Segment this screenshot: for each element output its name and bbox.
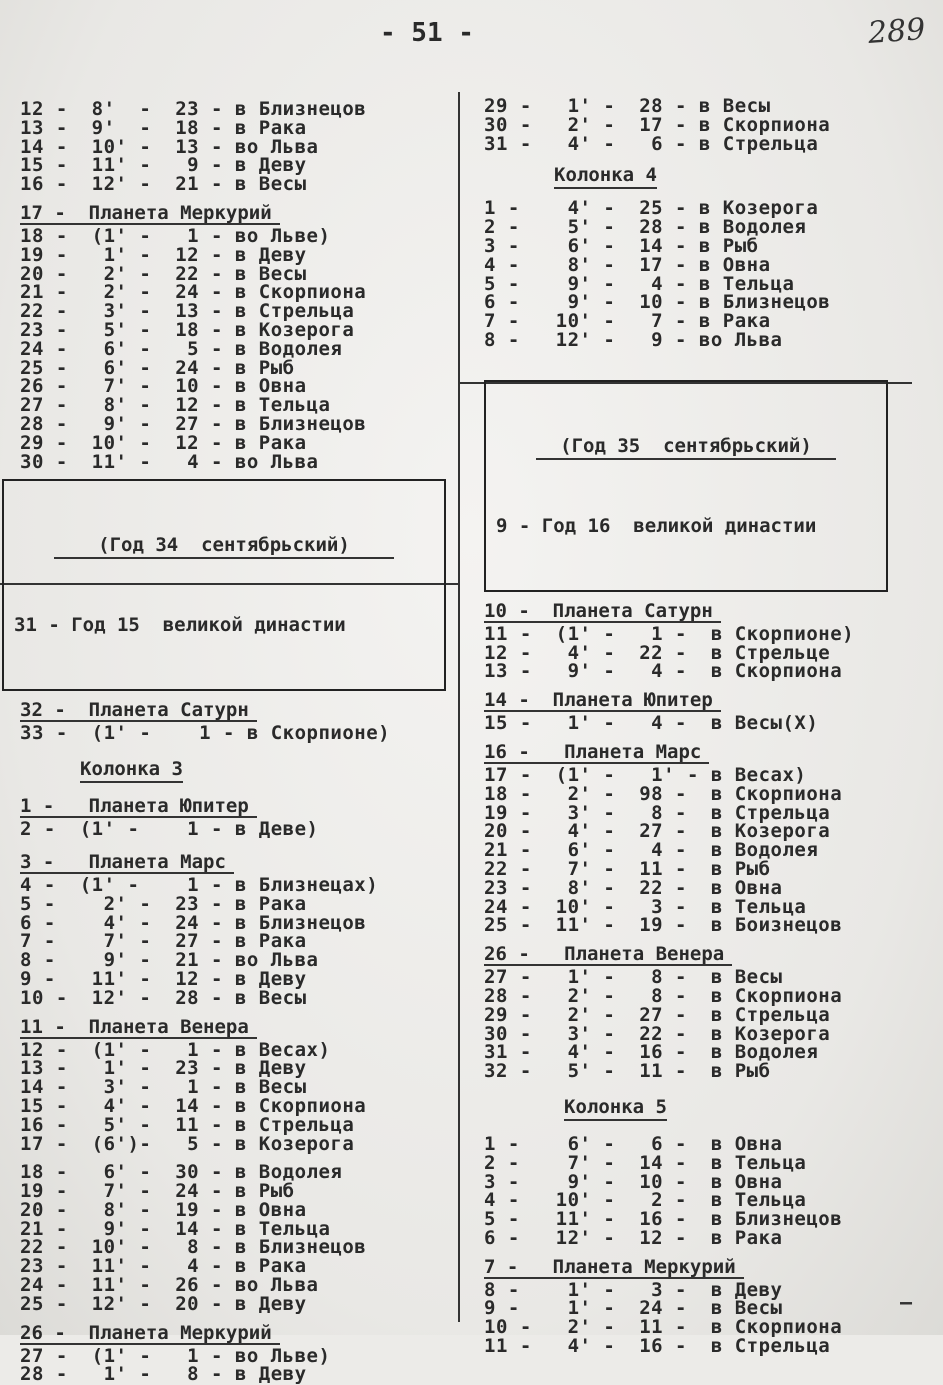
section-header: 26 - Планета Венера [484, 945, 732, 966]
list-item: 11 - 4' - 16 - в Стрельца [484, 1335, 831, 1358]
list-item: 4 - 8' - 17 - в Овна [484, 253, 771, 276]
list-item: 24 - 10' - 3 - в Тельца [484, 895, 807, 918]
list-item: 9 - 11' - 12 - в Деву [20, 967, 307, 990]
page-number: - 51 - [380, 18, 474, 48]
section-header: 11 - Планета Венера [20, 1018, 257, 1039]
list-item: 30 - 2' - 17 - в Скорпиона [484, 113, 831, 136]
list-item: 20 - 4' - 27 - в Козерога [484, 820, 831, 843]
list-item: 12 - 4' - 22 - в Стрельце [484, 641, 831, 664]
list-item: 5 - 11' - 16 - в Близнецов [484, 1208, 843, 1231]
list-item: 24 - 11' - 26 - во Льва [20, 1274, 319, 1297]
list-item: 23 - 8' - 22 - в Овна [484, 876, 783, 899]
list-item: 22 - 3' - 13 - в Стрельца [20, 300, 355, 323]
list-item: 21 - 2' - 24 - в Скорпиона [20, 281, 367, 304]
left-list-f [20, 1344, 460, 1385]
list-item: 28 - 1' - 8 - в Деву [20, 1363, 307, 1385]
list-item: 23 - 11' - 4 - в Рака [20, 1255, 307, 1278]
list-item: 29 - 10' - 12 - в Рака [20, 431, 307, 454]
list-item: 24 - 6' - 5 - в Водолея [20, 337, 343, 360]
list-item: 9 - 1' - 24 - в Весы [484, 1297, 783, 1320]
right-list-f [484, 1132, 904, 1249]
list-item: 6 - 4' - 24 - в Близнецов [20, 911, 367, 934]
list-item: 8 - 1' - 3 - в Деву [484, 1278, 783, 1301]
left-column [14, 98, 460, 1385]
list-item: 27 - (1' - 1 - во Льве) [20, 1344, 331, 1367]
list-item: 6 - 12' - 12 - в Рака [484, 1226, 783, 1249]
list-item: 25 - 6' - 24 - в Рыб [20, 356, 295, 379]
list-item: 12 - (1' - 1 - в Весах) [20, 1038, 331, 1061]
handwritten-page-stamp: 289 [866, 12, 927, 51]
list-item: 29 - 2' - 27 - в Стрельца [484, 1003, 831, 1026]
dynasty-label: 31 - Год 15 великой династии [14, 614, 346, 637]
list-item: 2 - 7' - 14 - в Тельца [484, 1151, 807, 1174]
left-list-d [20, 1038, 460, 1155]
list-item: 11 - (1' - 1 - в Скорпионе) [484, 622, 855, 645]
year-box [484, 380, 888, 592]
list-item: 10 - 2' - 11 - в Скорпиона [484, 1316, 843, 1339]
list-item: 4 - (1' - 1 - в Близнецах) [20, 873, 379, 896]
list-item: 14 - 3' - 1 - в Весы [20, 1076, 307, 1099]
dynasty-label: 9 - Год 16 великой династии [496, 514, 817, 537]
list-item: 5 - 2' - 23 - в Рака [20, 892, 307, 915]
left-list-b [20, 224, 460, 473]
list-item: 7 - 7' - 27 - в Рака [20, 930, 307, 953]
list-item: 29 - 1' - 28 - в Весы [484, 95, 771, 117]
corner-mark: — [900, 1290, 913, 1314]
list-item: 6 - 9' - 10 - в Близнецов [484, 291, 831, 314]
list-item: 19 - 1' - 12 - в Деву [20, 243, 307, 266]
right-list-g [484, 1278, 904, 1358]
list-item: 2 - 5' - 28 - в Водолея [484, 216, 807, 239]
list-item: 21 - 6' - 4 - в Водолея [484, 839, 819, 862]
list-item: 10 - 12' - 28 - в Весы [20, 986, 307, 1009]
list-item: 13 - 9' - 4 - в Скорпиона [484, 660, 843, 683]
list-item: 14 - 10' - 13 - во Льва [20, 135, 319, 158]
column-heading: Колонка 4 [554, 163, 657, 189]
list-item: 7 - 10' - 7 - в Рака [484, 310, 771, 333]
column-heading: Колонка 3 [80, 757, 183, 783]
list-item: 32 - 5' - 11 - в Рыб [484, 1060, 771, 1083]
list-item: 16 - 5' - 11 - в Стрельца [20, 1113, 355, 1136]
list-item: 8 - 12' - 9 - во Льва [484, 328, 783, 351]
list-item: 22 - 7' - 11 - в Рыб [484, 857, 771, 880]
section-header: 14 - Планета Юпитер [484, 691, 721, 712]
list-item: 28 - 2' - 8 - в Скорпиона [484, 984, 843, 1007]
right-column [484, 97, 904, 1356]
section-header: 26 - Планета Меркурий [20, 1324, 280, 1345]
list-item: 8 - 9' - 21 - во Льва [20, 949, 319, 972]
section-header: 16 - Планета Марс [484, 743, 709, 764]
right-list-a [484, 97, 904, 153]
list-item: 15 - 11' - 9 - в Деву [20, 154, 307, 177]
right-list-b [484, 199, 904, 349]
list-item: 22 - 10' - 8 - в Близнецов [20, 1236, 367, 1259]
list-item: 31 - 4' - 16 - в Водолея [484, 1041, 819, 1064]
list-item: 20 - 8' - 19 - в Овна [20, 1198, 307, 1221]
list-item: 19 - 7' - 24 - в Рыб [20, 1180, 295, 1203]
list-item: 20 - 2' - 22 - в Весы [20, 262, 307, 285]
list-item: 16 - 12' - 21 - в Весы [20, 173, 307, 196]
list-item: 23 - 5' - 18 - в Козерога [20, 318, 355, 341]
list-item: 31 - 4' - 6 - в Стрельца [484, 132, 819, 155]
list-item: 15 - 4' - 14 - в Скорпиона [20, 1094, 367, 1117]
year-box [2, 479, 446, 691]
list-item: 5 - 9' - 4 - в Тельца [484, 272, 795, 295]
column-heading: Колонка 5 [564, 1095, 667, 1121]
list-item: 13 - 1' - 23 - в Деву [20, 1057, 307, 1080]
right-list-c [484, 622, 904, 683]
list-item: 19 - 3' - 8 - в Стрельца [484, 801, 831, 824]
list-item: 28 - 9' - 27 - в Близнецов [20, 412, 367, 435]
list-item: 21 - 9' - 14 - в Тельца [20, 1217, 331, 1240]
year-label: (Год 35 сентябрьский) [536, 434, 836, 460]
left-list-e [20, 1163, 460, 1313]
year-label: (Год 34 сентябрьский) [54, 533, 394, 559]
right-list-e [484, 968, 904, 1081]
list-item: 12 - 8' - 23 - в Близнецов [20, 98, 367, 120]
list-item: 1 - 6' - 6 - в Овна [484, 1132, 783, 1155]
list-item: 30 - 3' - 22 - в Козерога [484, 1022, 831, 1045]
list-item: 3 - 6' - 14 - в Рыб [484, 234, 759, 257]
list-item: 27 - 1' - 8 - в Весы [484, 966, 783, 989]
list-item: 1 - 4' - 25 - в Козерога [484, 197, 819, 220]
section-header: 17 - Планета Меркурий [20, 204, 280, 225]
right-list-d [484, 763, 904, 937]
list-item: 13 - 9' - 18 - в Рака [20, 116, 307, 139]
list-item: 33 - (1' - 1 - в Скорпионе) [20, 722, 391, 745]
list-item: 18 - 2' - 98 - в Скорпиона [484, 782, 843, 805]
list-item: 30 - 11' - 4 - во Льва [20, 450, 319, 473]
list-item: 17 - (6')- 5 - в Козерога [20, 1132, 355, 1155]
list-item: 25 - 11' - 19 - в Боизнецов [484, 914, 843, 937]
left-list-c [20, 873, 460, 1009]
left-list-a [20, 100, 460, 194]
list-item: 15 - 1' - 4 - в Весы(X) [484, 712, 819, 735]
section-header: 7 - Планета Меркурий [484, 1258, 744, 1279]
section-header: 1 - Планета Юпитер [20, 797, 257, 818]
list-item: 18 - 6' - 30 - в Водолея [20, 1161, 343, 1184]
list-item: 27 - 8' - 12 - в Тельца [20, 394, 331, 417]
section-header: 3 - Планета Марс [20, 853, 234, 874]
list-item: 3 - 9' - 10 - в Овна [484, 1170, 783, 1193]
section-header: 32 - Планета Сатурн [20, 701, 257, 722]
list-item: 25 - 12' - 20 - в Деву [20, 1292, 307, 1315]
list-item: 2 - (1' - 1 - в Деве) [20, 818, 319, 841]
section-header: 10 - Планета Сатурн [484, 602, 721, 623]
list-item: 17 - (1' - 1' - в Весах) [484, 763, 807, 786]
list-item: 26 - 7' - 10 - в Овна [20, 375, 307, 398]
list-item: 4 - 10' - 2 - в Тельца [484, 1189, 807, 1212]
list-item: 18 - (1' - 1 - во Льве) [20, 224, 331, 247]
